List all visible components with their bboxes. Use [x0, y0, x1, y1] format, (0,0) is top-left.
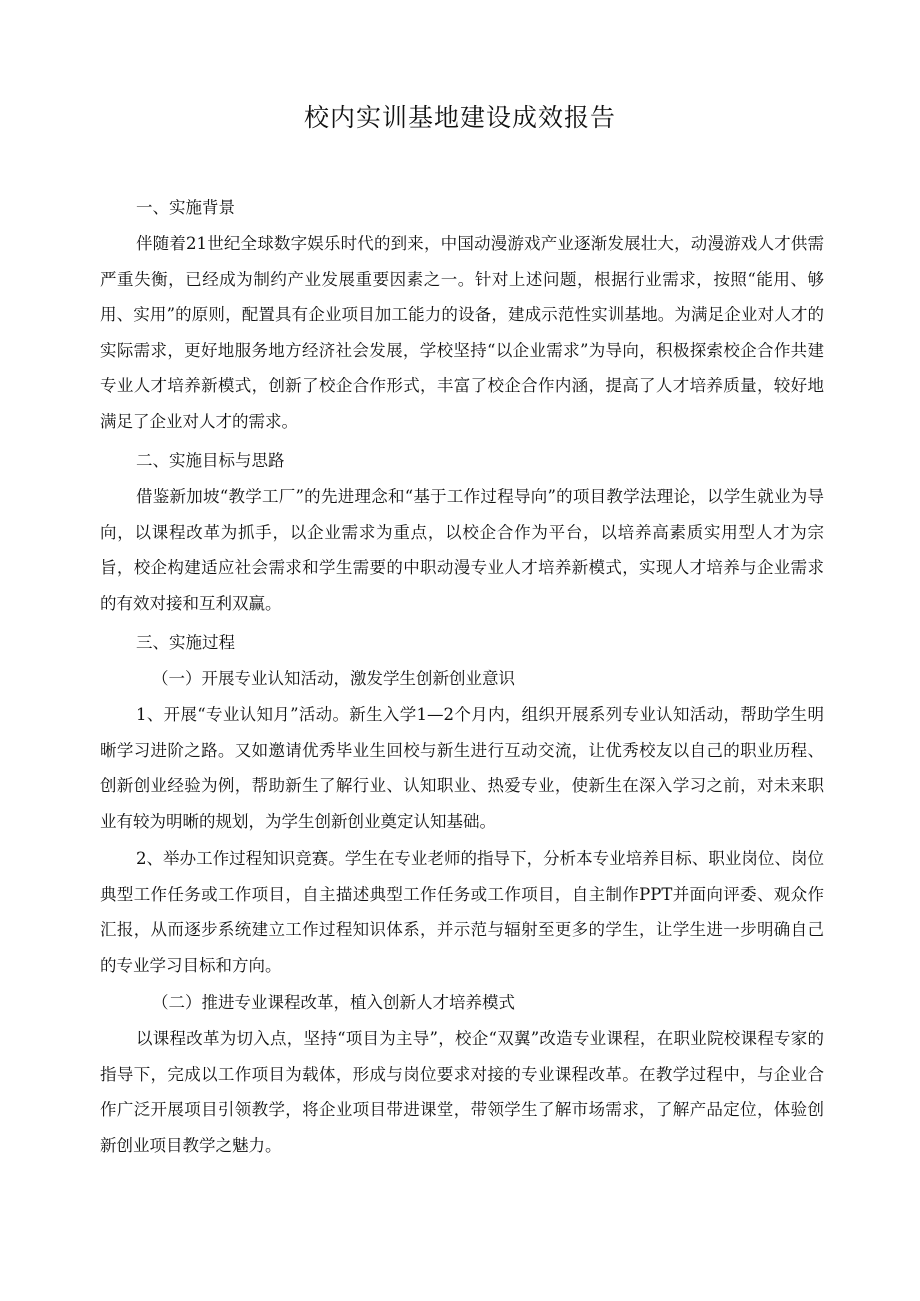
section-heading-process: 三、实施过程	[136, 633, 235, 652]
paragraph-curriculum-reform: 以课程改革为切入点，坚持“项目为主导”，校企“双翼”改造专业课程，在职业院校课程专家的指导下，完成以工作项目为载体，形成与岗位要求对接的专业课程改革。在教学过程中，与企业合作广泛开展项目引领教学，将企业项目带进课堂，带领学生了解市场需求，了解产品定位，体验创新创业项目教学之魅力。	[100, 1029, 824, 1155]
paragraph-knowledge-contest: 2、举办工作过程知识竞赛。学生在专业老师的指导下，分析本专业培养目标、职业岗位、岗位典型工作任务或工作项目，自主描述典型工作任务或工作项目，自主制作PPT并面向评委、观众作汇报，从而逐步系统建立工作过程知识体系，并示范与辐射至更多的学生，让学生进一步明确自己的专业学习目标和方向。	[100, 849, 824, 975]
section-heading-goals: 二、实施目标与思路	[136, 451, 285, 470]
section-heading-background: 一、实施背景	[136, 198, 235, 217]
paragraph-background: 伴随着21世纪全球数字娱乐时代的到来，中国动漫游戏产业逐渐发展壮大，动漫游戏人才供需严重失衡，已经成为制约产业发展重要因素之一。针对上述问题，根据行业需求，按照“能用、够用、实用”的原则，配置具有企业项目加工能力的设备，建成示范性实训基地。为满足企业对人才的实际需求，更好地服务地方经济社会发展，学校坚持“以企业需求”为导向，积极探索校企合作共建专业人才培养新模式，创新了校企合作形式，丰富了校企合作内涵，提高了人才培养质量，较好地满足了企业对人才的需求。	[100, 234, 824, 431]
paragraph-awareness-month: 1、开展“专业认知月”活动。新生入学1—2个月内，组织开展系列专业认知活动，帮助学生明晰学习进阶之路。又如邀请优秀毕业生回校与新生进行互动交流，让优秀校友以自己的职业历程、创新创业经验为例，帮助新生了解行业、认知职业、热爱专业，使新生在深入学习之前，对未来职业有较为明晰的规划，为学生创新创业奠定认知基础。	[100, 705, 824, 831]
document-title: 校内实训基地建设成效报告	[303, 103, 616, 132]
subsection-heading-curriculum: （二）推进专业课程改革，植入创新人才培养模式	[152, 993, 515, 1012]
paragraph-goals: 借鉴新加坡“教学工厂”的先进理念和“基于工作过程导向”的项目教学法理论，以学生就业为导向，以课程改革为抓手，以企业需求为重点，以校企合作为平台，以培养高素质实用型人才为宗旨，校企构建适应社会需求和学生需要的中职动漫专业人才培养新模式，实现人才培养与企业需求的有效对接和互利双赢。	[100, 487, 824, 613]
subsection-heading-awareness: （一）开展专业认知活动，激发学生创新创业意识	[152, 669, 515, 688]
document-body	[100, 190, 824, 1163]
